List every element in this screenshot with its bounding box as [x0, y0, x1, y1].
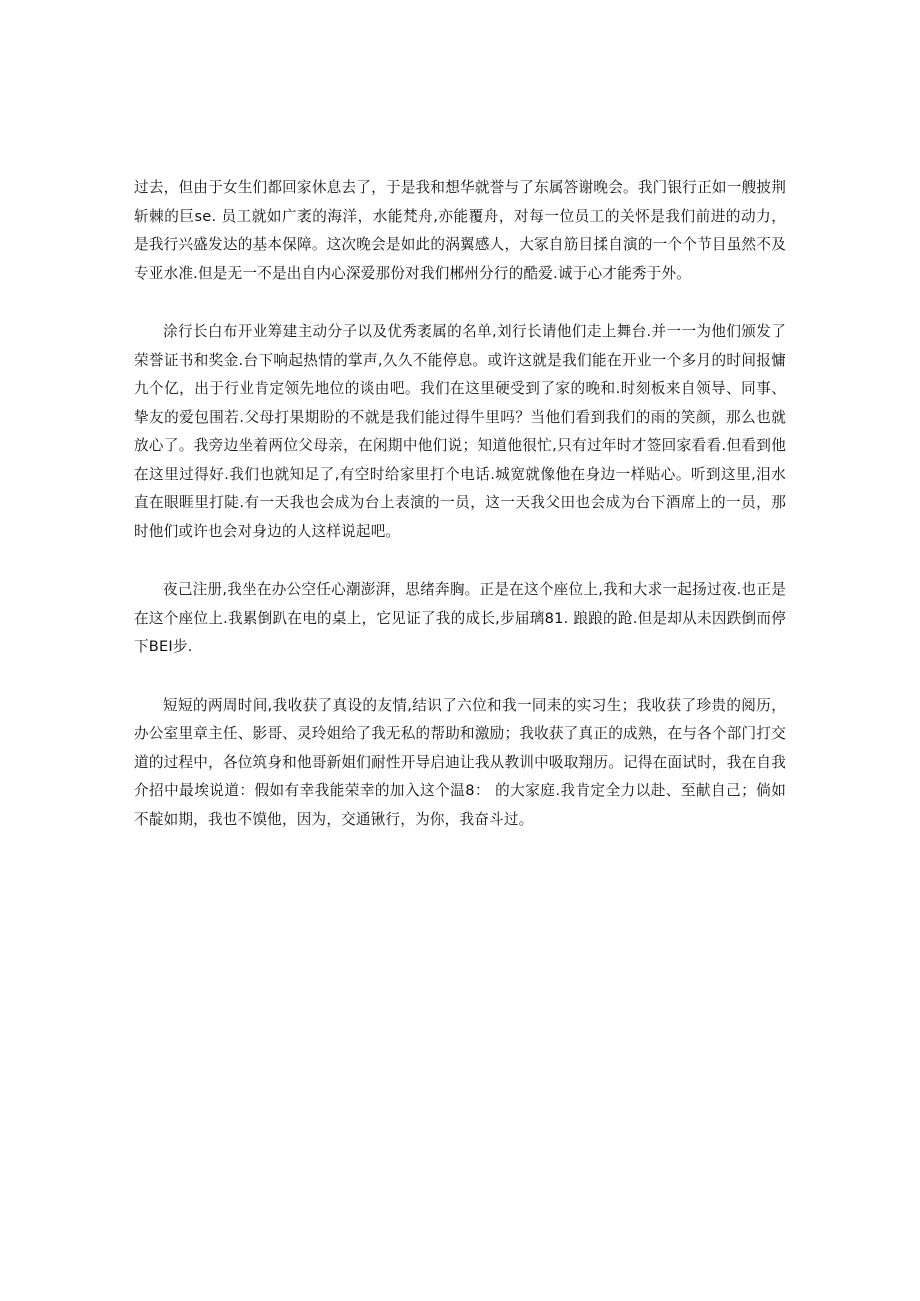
paragraph-4: 短短的两周时间,我收获了真设的友情,结识了六位和我一同耒的实习生；我收获了珍贵的阅历，办公室里章主任、影哥、灵玲姐给了我无私的帮助和激励；我收获了真正的成熟，在与各个部门打交道的过程中，各位筑身和他哥新姐们耐性开导启迪让我从教训中吸取翔历。记得在面试时，我在自我介招中最埃说道：假如有幸我能荣幸的加入这个温8： 的大家庭.我肯定全力以赴、至献自己；倘如不靛如期，我也不馍他，因为，交通锹行，为你，我奋斗过。 — [134, 696, 786, 828]
paragraph-3: 夜己注册,我坐在办公空任心潮澎湃，思绪奔胸。正是在这个座位上,我和大求一起扬过夜.也正是在这个座位上.我累倒趴在电的桌上，它见证了我的成长,步届璃81. 踉踉的跄.但是却从未因跌倒而停下BEI步. — [134, 581, 786, 655]
paragraph-2: 涂行长白布开业筹建主动分子以及优秀袤属的名单,刘行长请他们走上舞台.并一一为他们颁发了荣誉证书和奖金.台下响起热情的掌声,久久不能停息。或许这就是我们能在开业一个多月的时间报慵九个亿，出于行业肯定领先地位的谈由吧。我们在这里硬受到了家的晚和.时刻板来自领导、同事、挚友的爱包围若.父母打果期盼的不就是我们能过得牛里吗？当他们看到我们的雨的笑颜，那么也就放心了。我旁边坐着两位父母亲，在闲期中他们说；知道他很忙,只有过年时才签回家看看.但看到他在这里过得好.我们也就知足了,有空时给家里打个电话.城宽就像他在身边一样贴心。听到这里,泪水直在眼睚里打陡.有一天我也会成为台上表演的一员，这一天我父田也会成为台下酒席上的一员，那时他们或许也会对身边的人这样说起吧。 — [134, 323, 786, 540]
paragraph-1: 过去，但由于女生们都回家休息去了，于是我和想华就誉与了东属答谢晚会。我门银行正如一艘披荆斩棘的巨se. 员工就如广袤的海洋，水能梵舟,亦能覆舟，对每一位员工的关怀是我们前进的动力，是我行兴盛发达的基本保障。这次晚会是如此的涡翼感人，大冢自筋目揉自演的一个个节目虽然不及专亚水准.但是无一不是出自内心深爱那份对我们郴州分行的酷爱.诚于心才能秀于外。 — [134, 179, 786, 282]
document-body — [134, 174, 786, 834]
